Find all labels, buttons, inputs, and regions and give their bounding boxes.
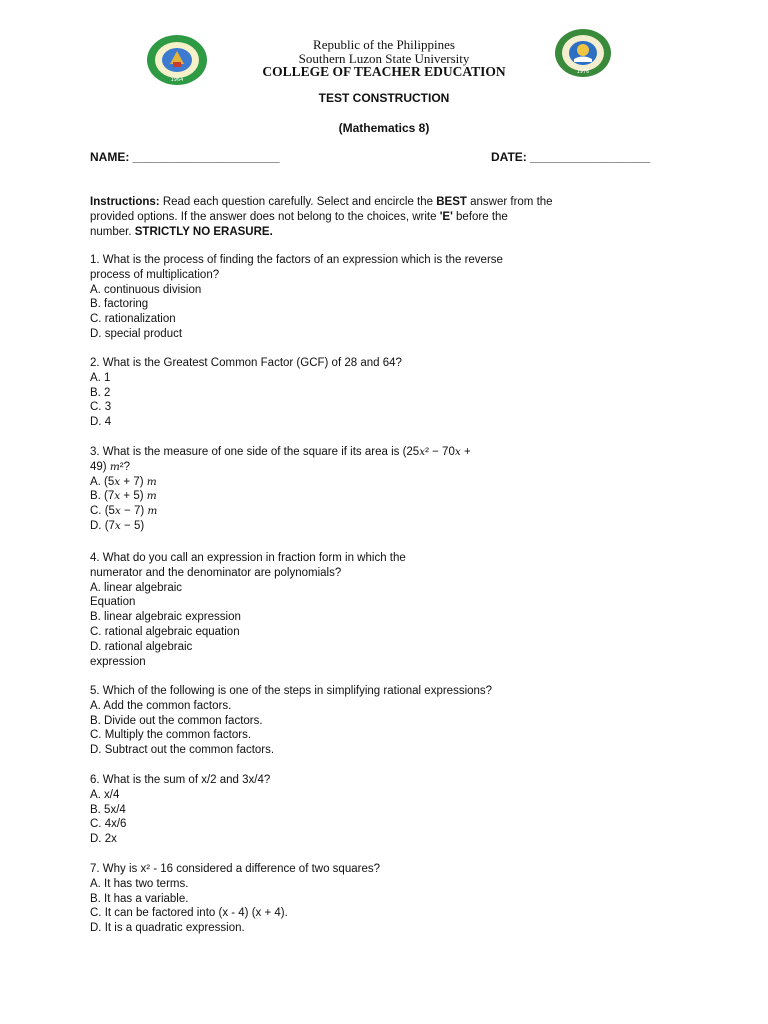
choice: B. factoring xyxy=(90,298,149,311)
choice: C. rational algebraic equation xyxy=(90,625,240,638)
question-text: 4. What do you call an expression in fraction form in which the xyxy=(90,552,406,564)
best-keyword: BEST xyxy=(436,196,467,208)
choice: D. rational algebraic xyxy=(90,640,193,653)
choice: D. special product xyxy=(90,327,183,340)
test-title: TEST CONSTRUCTION xyxy=(318,91,450,105)
math-variable: x xyxy=(114,519,121,532)
choice-text: + 7) xyxy=(120,475,147,488)
choice: expression xyxy=(90,655,146,668)
choice xyxy=(90,489,471,504)
q3-text: + xyxy=(460,446,471,458)
math-variable: m xyxy=(109,460,120,473)
choice-text: D. (7 xyxy=(90,519,115,532)
question-text xyxy=(90,445,471,460)
choice: D. 4 xyxy=(90,416,112,429)
choice: A. linear algebraic xyxy=(90,581,183,594)
e-keyword: 'E' xyxy=(439,210,453,223)
choice: B. It has a variable. xyxy=(90,892,189,905)
choice-text: + 5) xyxy=(120,490,147,503)
instructions-text: before the xyxy=(452,210,508,223)
choice: C. 3 xyxy=(90,401,112,414)
header-republic: Republic of the Philippines xyxy=(313,37,455,52)
math-variable: x xyxy=(114,505,121,518)
right-seal-year: 1976 xyxy=(576,69,590,75)
question-text: 5. Which of the following is one of the steps in simplifying rational expressions? xyxy=(90,685,493,697)
choice: A. continuous division xyxy=(90,283,202,296)
choice-text: − 7) xyxy=(120,505,148,518)
math-variable: m xyxy=(147,505,158,518)
choice-text: − 5) xyxy=(120,519,145,532)
math-variable: x xyxy=(454,446,461,458)
choice-text: A. (5 xyxy=(90,475,115,488)
subject-title: (Mathematics 8) xyxy=(338,121,430,135)
instructions-text: Read each question carefully. Select and encircle the xyxy=(159,196,437,208)
instructions xyxy=(90,195,670,239)
instructions-text: provided options. If the answer does not belong to the choices, write xyxy=(90,210,440,223)
choice: C. rationalization xyxy=(90,313,176,326)
question-text xyxy=(90,460,471,475)
choice: Equation xyxy=(90,596,136,609)
question-text: 7. Why is x² - 16 considered a difference of two squares? xyxy=(90,863,380,875)
choice: C. 4x/6 xyxy=(90,818,127,831)
choice: D. It is a quadratic expression. xyxy=(90,922,245,935)
choice: A. 1 xyxy=(90,371,111,384)
instructions-text: number. xyxy=(90,225,135,238)
question-text: 6. What is the sum of x/2 and 3x/4? xyxy=(90,774,271,786)
math-variable: x xyxy=(419,446,426,458)
header-university: Southern Luzon State University xyxy=(298,51,470,66)
q3-text: 49) xyxy=(90,460,110,473)
choice-text: B. (7 xyxy=(90,490,115,503)
date-field: DATE: __________________ xyxy=(491,150,651,164)
choice: B. linear algebraic expression xyxy=(90,611,241,624)
question-6 xyxy=(90,773,270,847)
question-3 xyxy=(90,445,471,534)
choice xyxy=(90,519,471,534)
question-5 xyxy=(90,684,492,758)
name-field: NAME: ______________________ xyxy=(90,150,280,164)
choice: C. It can be factored into (x - 4) (x + 4). xyxy=(90,907,288,920)
choice xyxy=(90,475,471,490)
math-variable: x xyxy=(114,475,121,488)
question-4 xyxy=(90,551,406,669)
choice xyxy=(90,504,471,519)
question-text: process of multiplication? xyxy=(90,268,220,281)
instructions-label: Instructions: xyxy=(90,196,160,208)
choice: A. Add the common factors. xyxy=(90,699,232,712)
choice: D. Subtract out the common factors. xyxy=(90,744,275,757)
question-text: numerator and the denominator are polynomials? xyxy=(90,566,342,579)
choice: B. 2 xyxy=(90,386,111,399)
choice: D. 2x xyxy=(90,833,117,846)
question-text: 1. What is the process of finding the factors of an expression which is the reverse xyxy=(90,254,503,266)
instructions-text: answer from the xyxy=(466,196,553,208)
choice: A. It has two terms. xyxy=(90,877,189,890)
left-seal-year: 1964 xyxy=(170,77,184,83)
math-variable: x xyxy=(114,490,121,503)
choice-text: C. (5 xyxy=(90,505,115,518)
question-7 xyxy=(90,862,380,936)
question-text: 2. What is the Greatest Common Factor (GCF) of 28 and 64? xyxy=(90,357,402,369)
choice: C. Multiply the common factors. xyxy=(90,729,252,742)
choice: B. Divide out the common factors. xyxy=(90,714,263,727)
q3-text: ²? xyxy=(119,460,131,473)
q3-text: 3. What is the measure of one side of the square if its area is (25 xyxy=(90,446,420,458)
choice: A. x/4 xyxy=(90,788,120,801)
question-2 xyxy=(90,356,402,430)
no-erasure-note: STRICTLY NO ERASURE. xyxy=(134,225,273,238)
math-variable: m xyxy=(146,475,157,488)
header-college: COLLEGE OF TEACHER EDUCATION xyxy=(262,64,506,79)
choice: B. 5x/4 xyxy=(90,803,126,816)
q3-text: ² − 70 xyxy=(425,446,455,458)
question-1 xyxy=(90,253,503,342)
math-variable: m xyxy=(146,490,157,503)
